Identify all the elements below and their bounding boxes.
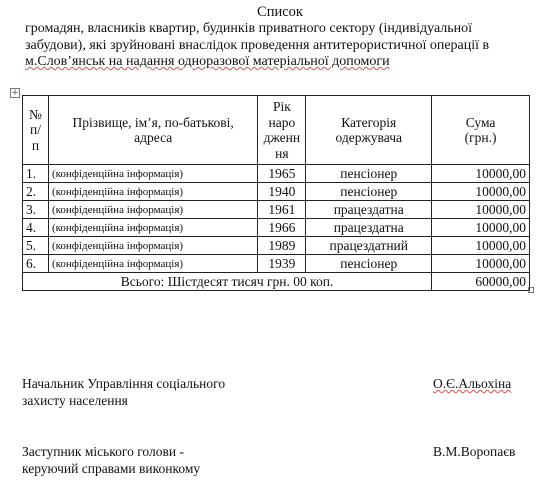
row-sum: 10000,00: [432, 219, 530, 237]
row-name: (конфіденційна інформація): [48, 255, 257, 273]
row-category: пенсіонер: [306, 255, 432, 273]
row-year: 1989: [258, 237, 306, 255]
row-num: 3.: [23, 201, 49, 219]
row-name: (конфіденційна інформація): [48, 219, 257, 237]
table-row: [23, 237, 530, 255]
table-total-row: [23, 273, 530, 291]
table-row: [23, 183, 530, 201]
document-title: Список: [257, 4, 303, 20]
row-year: 1961: [258, 201, 306, 219]
signature-title: Начальник Управління соціального захисту населення: [22, 376, 226, 408]
table-row: [23, 165, 530, 183]
resize-handle-icon[interactable]: [528, 287, 534, 293]
header-category: Категорія одержувача: [306, 96, 432, 165]
subtitle-line: громадян, власників квартир, будинків приватного сектору (індивідуальної: [25, 21, 473, 36]
row-name: (конфіденційна інформація): [48, 165, 257, 183]
table-row: [23, 201, 530, 219]
row-num: 2.: [23, 183, 49, 201]
row-category: працездатний: [306, 237, 432, 255]
row-sum: 10000,00: [432, 183, 530, 201]
row-category: пенсіонер: [306, 165, 432, 183]
document-subtitle: [25, 21, 535, 71]
row-num: 5.: [23, 237, 49, 255]
header-name: Прізвище, ім’я, по-батькові, адреса: [48, 96, 257, 165]
total-label: Всього: Шістдесят тисяч грн. 00 коп.: [23, 273, 432, 291]
row-sum: 10000,00: [432, 201, 530, 219]
row-year: 1966: [258, 219, 306, 237]
subtitle-line: забудови), які зруйновані внаслідок проведення антитерористичної операції в: [25, 37, 490, 53]
row-year: 1940: [258, 183, 306, 201]
row-sum: 10000,00: [432, 237, 530, 255]
move-handle-icon[interactable]: +: [11, 88, 19, 98]
row-category: працездатна: [306, 201, 432, 219]
signature-title: Заступник міського голови - керуючий справами виконкому: [22, 444, 201, 476]
subtitle-line: м.Слов’янськ на надання одноразової матеріальної допомоги: [25, 54, 390, 69]
row-num: 6.: [23, 255, 49, 273]
signature-name: В.М.Воропаєв: [433, 444, 516, 459]
row-sum: 10000,00: [432, 255, 530, 273]
table-header-row: [23, 96, 530, 165]
header-sum: Сума (грн.): [432, 96, 530, 165]
row-year: 1939: [258, 255, 306, 273]
signature-name: О.Є.Альохіна: [433, 376, 512, 391]
row-category: працездатна: [306, 219, 432, 237]
row-num: 1.: [23, 165, 49, 183]
row-name: (конфіденційна інформація): [48, 183, 257, 201]
table-row: [23, 219, 530, 237]
recipients-table: [22, 95, 530, 291]
total-sum: 60000,00: [432, 273, 530, 291]
row-year: 1965: [258, 165, 306, 183]
header-year: Рік наро дженн ня: [258, 96, 306, 165]
header-num: № п/ п: [23, 96, 49, 165]
row-sum: 10000,00: [432, 165, 530, 183]
row-name: (конфіденційна інформація): [48, 201, 257, 219]
table-row: [23, 255, 530, 273]
row-category: пенсіонер: [306, 183, 432, 201]
row-num: 4.: [23, 219, 49, 237]
row-name: (конфіденційна інформація): [48, 237, 257, 255]
